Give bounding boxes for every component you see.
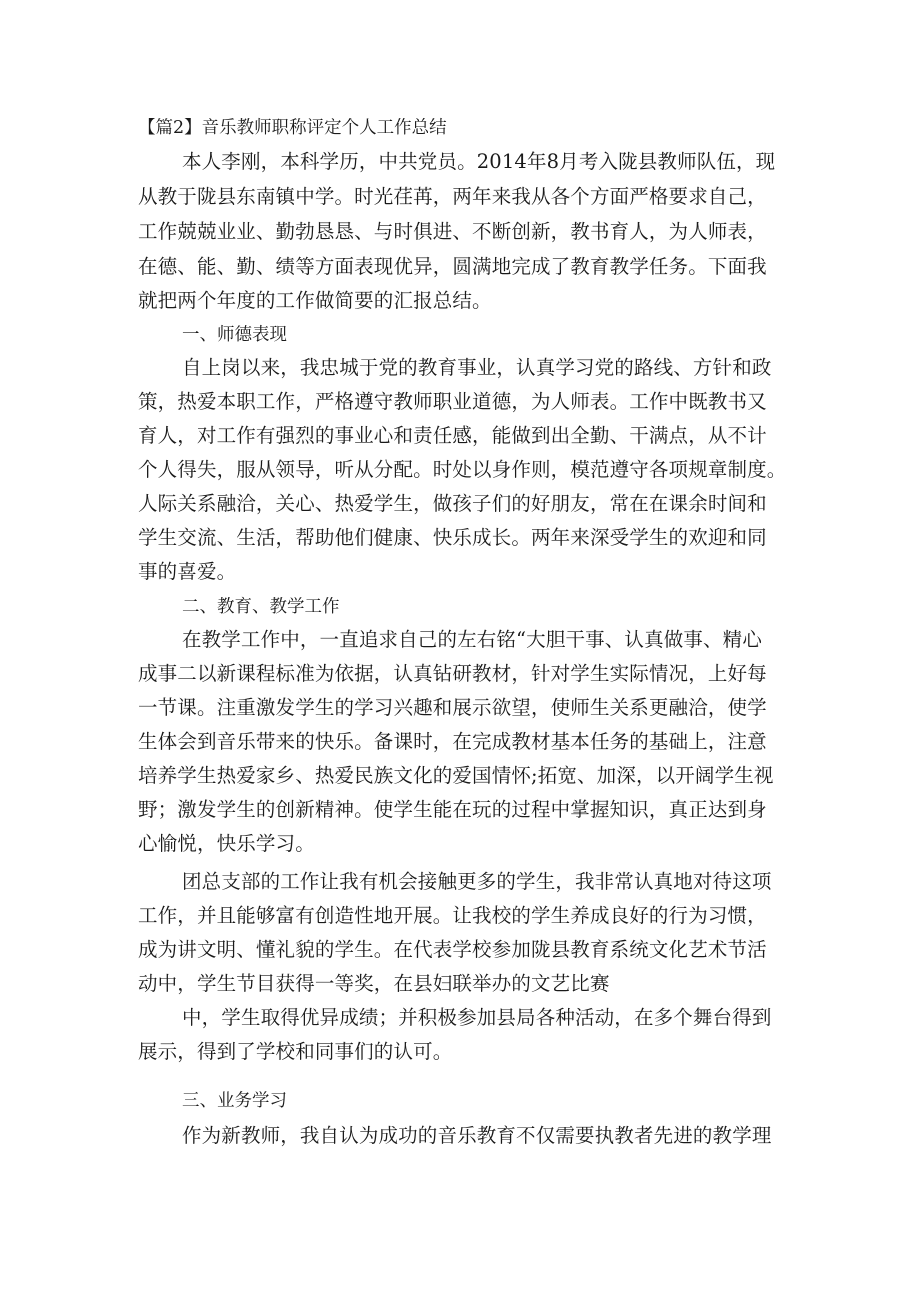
section-2-p1-line-1: 在教学工作中，一直追求自己的左右铭“大胆干事、认真做事、精心 bbox=[182, 628, 762, 651]
intro-line-5: 就把两个年度的工作做简要的汇报总结。 bbox=[138, 289, 492, 312]
section-2-p1-line-6: 野；激发学生的创新精神。使学生能在玩的过程中掌握知识，真正达到身 bbox=[138, 798, 767, 821]
section-2-p1-line-3: 一节课。注重激发学生的学习兴趣和展示欲望，使师生关系更融洽，使学 bbox=[138, 696, 767, 719]
section-2-p3-line-1: 中，学生取得优异成绩；并积极参加县局各种活动，在多个舞台得到 bbox=[182, 1006, 772, 1029]
section-1-line-2: 策，热爱本职工作，严格遵守教师职业道德，为人师表。工作中既教书又 bbox=[138, 390, 767, 413]
section-2-p2-line-4: 动中，学生节目获得一等奖，在县妇联举办的文艺比赛 bbox=[138, 972, 610, 995]
section-1-line-4: 个人得失，服从领导，听从分配。时处以身作则，模范遵守各项规章制度。 bbox=[138, 458, 787, 481]
intro-line-1: 本人李刚，本科学历，中共党员。2014年8月考入陇县教师队伍，现 bbox=[182, 150, 776, 173]
section-2-p2-line-2: 工作，并且能够富有创造性地开展。让我校的学生养成良好的行为习惯， bbox=[138, 904, 767, 927]
section-1-line-7: 事的喜爱。 bbox=[138, 560, 237, 583]
section-2-p1-line-5: 培养学生热爱家乡、热爱民族文化的爱国情怀;拓宽、加深，以开阔学生视 bbox=[138, 764, 774, 787]
section-1-line-6: 学生交流、生活，帮助他们健康、快乐成长。两年来深受学生的欢迎和同 bbox=[138, 526, 767, 549]
section-2-p1-line-2: 成事二以新课程标准为依据，认真钻研教材，针对学生实际情况，上好每 bbox=[138, 662, 767, 685]
section-2-p1-line-4: 生体会到音乐带来的快乐。备课时，在完成教材基本任务的基础上，注意 bbox=[138, 730, 767, 753]
section-2-p2-line-1: 团总支部的工作让我有机会接触更多的学生，我非常认真地对待这项 bbox=[182, 870, 772, 893]
section-1-line-3: 育人，对工作有强烈的事业心和责任感，能做到出全勤、干满点，从不计 bbox=[138, 424, 767, 447]
section-1-line-1: 自上岗以来，我忠城于党的教育事业，认真学习党的路线、方针和政 bbox=[182, 356, 772, 379]
section-2-heading: 二、教育、教学工作 bbox=[182, 597, 340, 617]
intro-line-4: 在德、能、勤、绩等方面表现优异，圆满地完成了教育教学任务。下面我 bbox=[138, 255, 767, 278]
intro-line-2: 从教于陇县东南镇中学。时光荏苒，两年来我从各个方面严格要求自己， bbox=[138, 185, 767, 208]
document-title: 【篇2】音乐教师职称评定个人工作总结 bbox=[138, 118, 447, 138]
section-3-line-1: 作为新教师，我自认为成功的音乐教育不仅需要执教者先进的教学理 bbox=[182, 1124, 772, 1147]
section-2-p2-line-3: 成为讲文明、懂礼貌的学生。在代表学校参加陇县教育系统文化艺术节活 bbox=[138, 938, 767, 961]
section-1-heading: 一、师德表现 bbox=[182, 325, 287, 345]
section-2-p3-line-2: 展示，得到了学校和同事们的认可。 bbox=[138, 1040, 453, 1063]
section-2-p1-line-7: 心愉悦，快乐学习。 bbox=[138, 832, 315, 855]
section-3-heading: 三、业务学习 bbox=[182, 1091, 287, 1111]
intro-line-3: 工作兢兢业业、勤勃恳恳、与时俱进、不断创新，教书育人，为人师表， bbox=[138, 220, 767, 243]
section-1-line-5: 人际关系融洽，关心、热爱学生，做孩子们的好朋友，常在在课余时间和 bbox=[138, 492, 767, 515]
